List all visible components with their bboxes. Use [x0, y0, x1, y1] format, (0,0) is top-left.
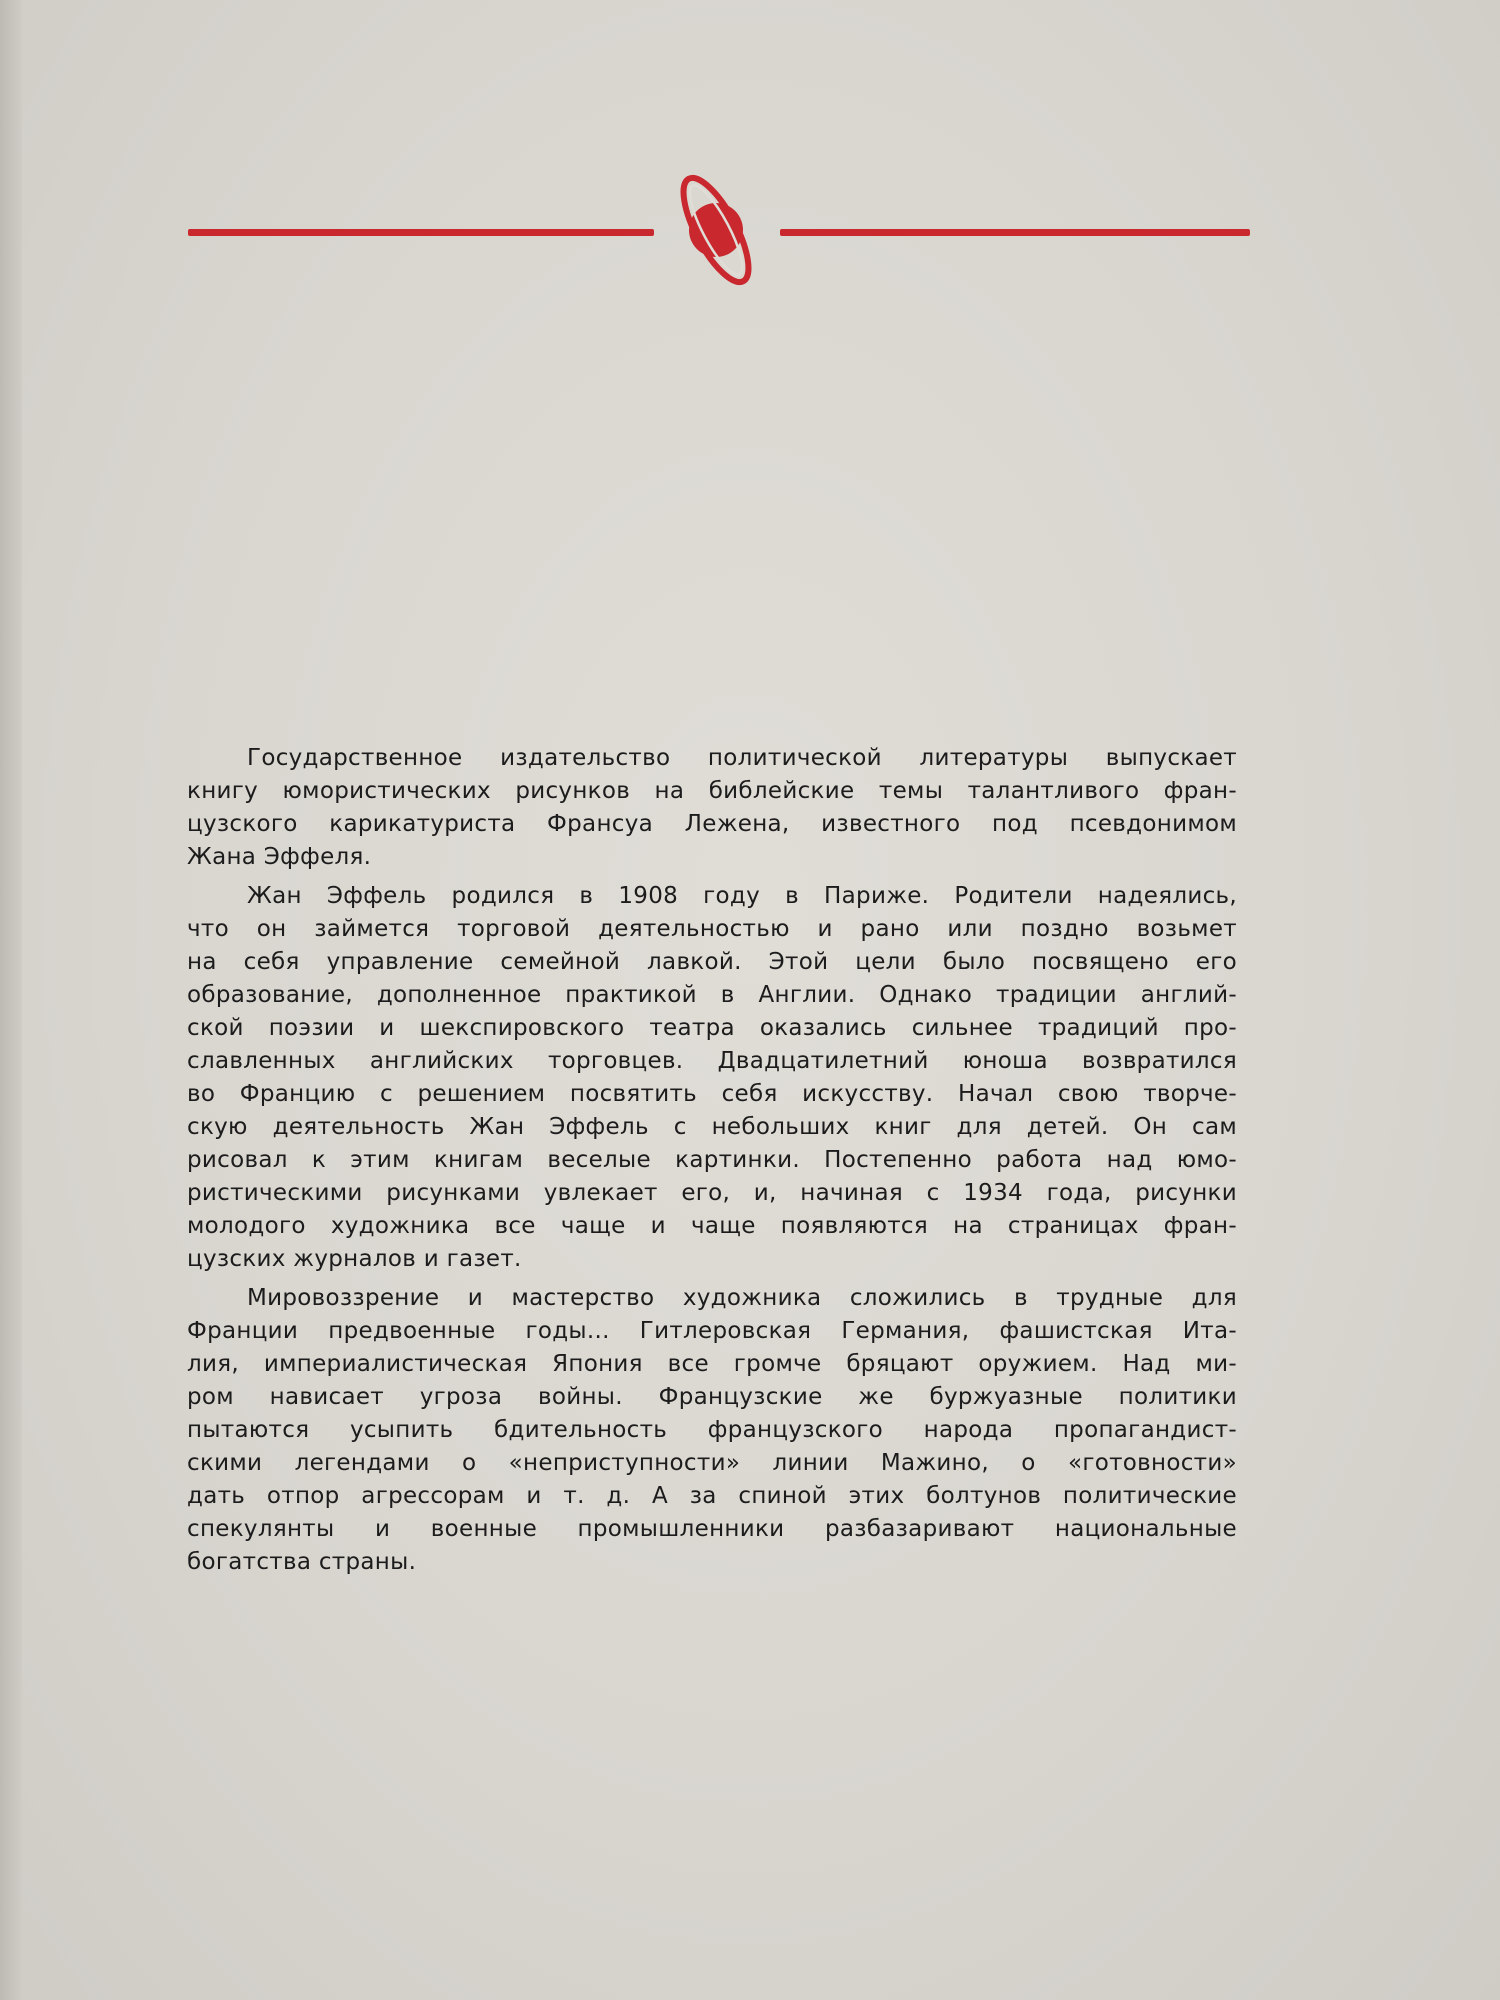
text-line: образование, дополненное практикой в Англии. Однако традиции англий-: [187, 982, 1237, 1008]
text-line: дать отпор агрессорам и т. д. А за спиной этих болтунов политические: [187, 1483, 1237, 1509]
text-line: во Францию с решением посвятить себя искусству. Начал свою творче-: [187, 1081, 1237, 1107]
text-line: лия, империалистическая Япония все громче бряцают оружием. Над ми-: [187, 1351, 1237, 1377]
text-line: цузских журналов и газет.: [187, 1246, 522, 1272]
text-line: скую деятельность Жан Эффель с небольших книг для детей. Он сам: [187, 1114, 1237, 1140]
paragraph: [187, 880, 1237, 1276]
body-text: [187, 742, 1237, 1579]
text-line: Жан Эффель родился в 1908 году в Париже. Родители надеялись,: [247, 883, 1237, 909]
text-line: спекулянты и военные промышленники разбазаривают национальные: [187, 1516, 1237, 1542]
text-line: славленных английских торговцев. Двадцатилетний юноша возвратился: [187, 1048, 1237, 1074]
header-ornament: [188, 155, 1250, 305]
text-line: рисовал к этим книгам веселые картинки. Постепенно работа над юмо-: [187, 1147, 1237, 1173]
paragraph: [187, 1282, 1237, 1579]
text-line: Франции предвоенные годы... Гитлеровская Германия, фашистская Ита-: [187, 1318, 1237, 1344]
text-line: на себя управление семейной лавкой. Этой цели было посвящено его: [187, 949, 1237, 975]
paragraph: [187, 742, 1237, 874]
text-line: цузского карикатуриста Франсуа Лежена, известного под псевдонимом: [187, 811, 1237, 837]
text-line: ристическими рисунками увлекает его, и, начиная с 1934 года, рисунки: [187, 1180, 1237, 1206]
text-line: ской поэзии и шекспировского театра оказались сильнее традиций про-: [187, 1015, 1237, 1041]
ringed-planet-icon: [666, 155, 766, 305]
text-line: молодого художника все чаще и чаще появляются на страницах фран-: [187, 1213, 1237, 1239]
text-line: скими легендами о «неприступности» линии Мажино, о «готовности»: [187, 1450, 1237, 1476]
text-line: книгу юмористических рисунков на библейские темы талантливого фран-: [187, 778, 1237, 804]
page-edge: [0, 0, 22, 2000]
ornament-rule-left: [188, 229, 654, 236]
text-line: Мировоззрение и мастерство художника сложились в трудные для: [247, 1285, 1237, 1311]
text-line: Государственное издательство политической литературы выпускает: [247, 745, 1237, 771]
text-line: пытаются усыпить бдительность французского народа пропагандист-: [187, 1417, 1237, 1443]
text-line: богатства страны.: [187, 1549, 417, 1575]
text-line: Жана Эффеля.: [187, 844, 372, 870]
ornament-rule-right: [780, 229, 1250, 236]
text-line: ром нависает угроза войны. Французские же буржуазные политики: [187, 1384, 1237, 1410]
text-line: что он займется торговой деятельностью и рано или поздно возьмет: [187, 916, 1237, 942]
